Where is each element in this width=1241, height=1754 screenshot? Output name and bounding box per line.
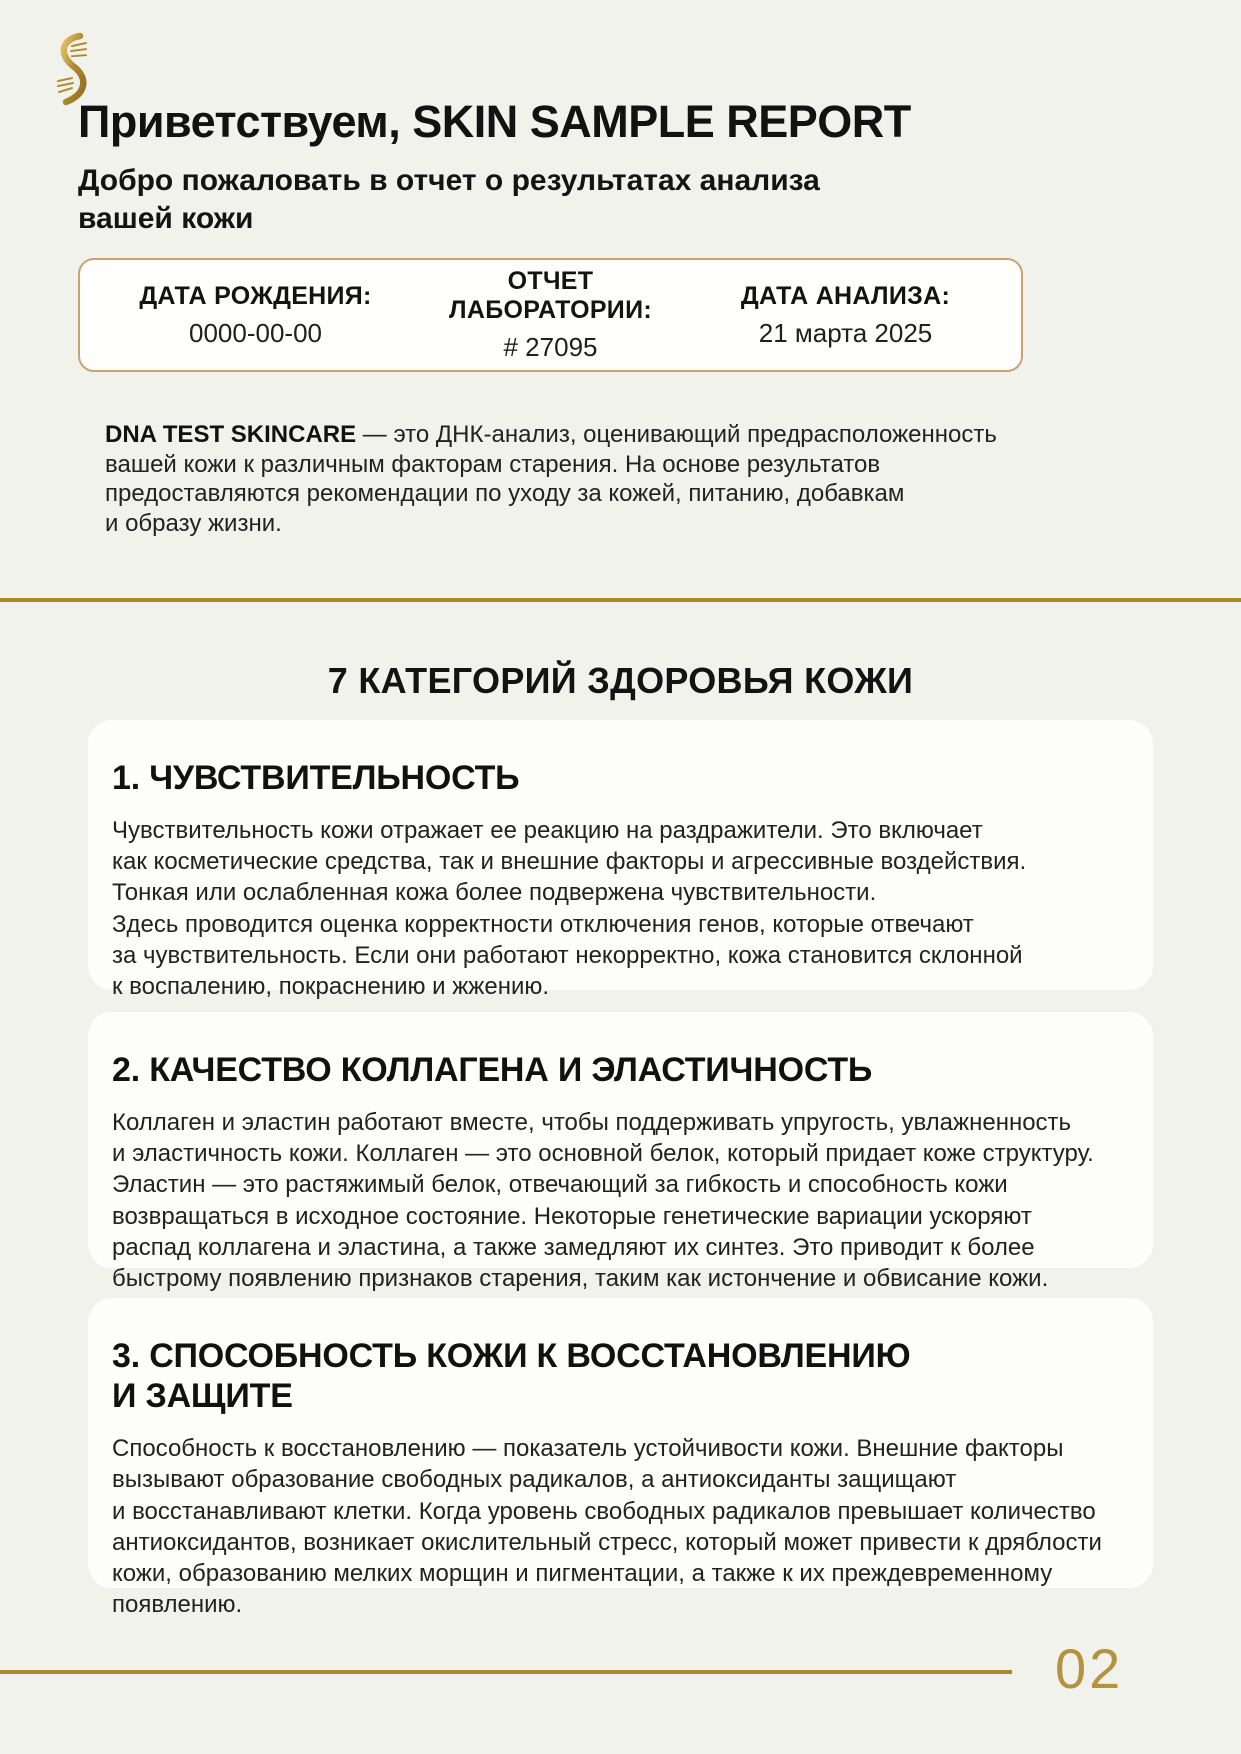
category-card-text: Способность к восстановлению — показатель устойчивости кожи. Внешние факторы вызывают образование свободных радикалов, а антиоксиданты защищают и восстанавливают клетки. Когда уровень свободных радикалов превышает количество антиоксидантов, возникает окислительный стресс, который может привести к дряблости кожи, образованию мелких морщин и пигментации, а также к их преждевременному появлению.: [112, 1435, 1102, 1619]
meta-lab-report-value: # 27095: [503, 332, 598, 362]
intro-paragraph: [105, 420, 1115, 538]
intro-text: — это ДНК-анализ, оценивающий предрасположенность вашей кожи к различным факторам старения. На основе результатов предоставляются рекомендации по уходу за кожей, питанию, добавкам и образу жизни.: [105, 421, 997, 537]
meta-birth-date-value: 0000-00-00: [189, 317, 322, 348]
meta-birth-date: [108, 282, 403, 349]
meta-lab-report-label: ОТЧЕТ ЛАБОРАТОРИИ:: [449, 267, 652, 324]
meta-lab-report: [403, 267, 698, 363]
category-card-collagen: [88, 1012, 1153, 1293]
category-card-text: Коллаген и эластин работают вместе, чтобы поддерживать упругость, увлажненность и эластичность кожи. Коллаген — это основной белок, который придает коже структуру. Эластин — это растяжимый белок, отвечающий за гибкость и способность кожи возвращаться в исходное состояние. Некоторые генетические вариации ускоряют распад коллагена и эластина, а также замедляют их синтез. Это приводит к более быстрому появлению признаков старения, таким как истончение и обвисание кожи.: [112, 1109, 1094, 1293]
category-card-heading: 2. КАЧЕСТВО КОЛЛАГЕНА И ЭЛАСТИЧНОСТЬ: [112, 1051, 873, 1089]
gold-divider: [0, 598, 1241, 602]
intro-lead: DNA TEST SKINCARE: [105, 421, 357, 448]
meta-birth-date-label: ДАТА РОЖДЕНИЯ:: [139, 281, 372, 310]
page-number: 02: [1055, 1637, 1124, 1700]
category-card-heading: 3. СПОСОБНОСТЬ КОЖИ К ВОССТАНОВЛЕНИЮ И ЗАЩИТЕ: [112, 1337, 911, 1416]
report-meta-box: [78, 258, 1023, 372]
category-card-heading: 1. ЧУВСТВИТЕЛЬНОСТЬ: [112, 759, 520, 797]
page-title: Приветствуем, SKIN SAMPLE REPORT: [78, 96, 911, 147]
page-subtitle: Добро пожаловать в отчет о результатах анализа вашей кожи: [78, 164, 820, 236]
category-card-text: Чувствительность кожи отражает ее реакцию на раздражители. Это включает как косметические средства, так и внешние факторы и агрессивные воздействия. Тонкая или ослабленная кожа более подвержена чувствительности. Здесь проводится оценка корректности отключения генов, которые отвечают за чувствительность. Если они работают некорректно, кожа становится склонной к воспалению, покраснению и жжению.: [112, 817, 1027, 1001]
category-card-sensitivity: [88, 720, 1153, 1001]
footer-gold-line: [0, 1670, 1012, 1674]
meta-analysis-date-label: ДАТА АНАЛИЗА:: [740, 281, 951, 310]
category-card-recovery: [88, 1298, 1153, 1619]
meta-analysis-date: [698, 282, 993, 349]
meta-analysis-date-value: 21 марта 2025: [758, 317, 933, 348]
section-title: 7 КАТЕГОРИЙ ЗДОРОВЬЯ КОЖИ: [327, 660, 914, 701]
dna-helix-icon: [46, 32, 98, 106]
